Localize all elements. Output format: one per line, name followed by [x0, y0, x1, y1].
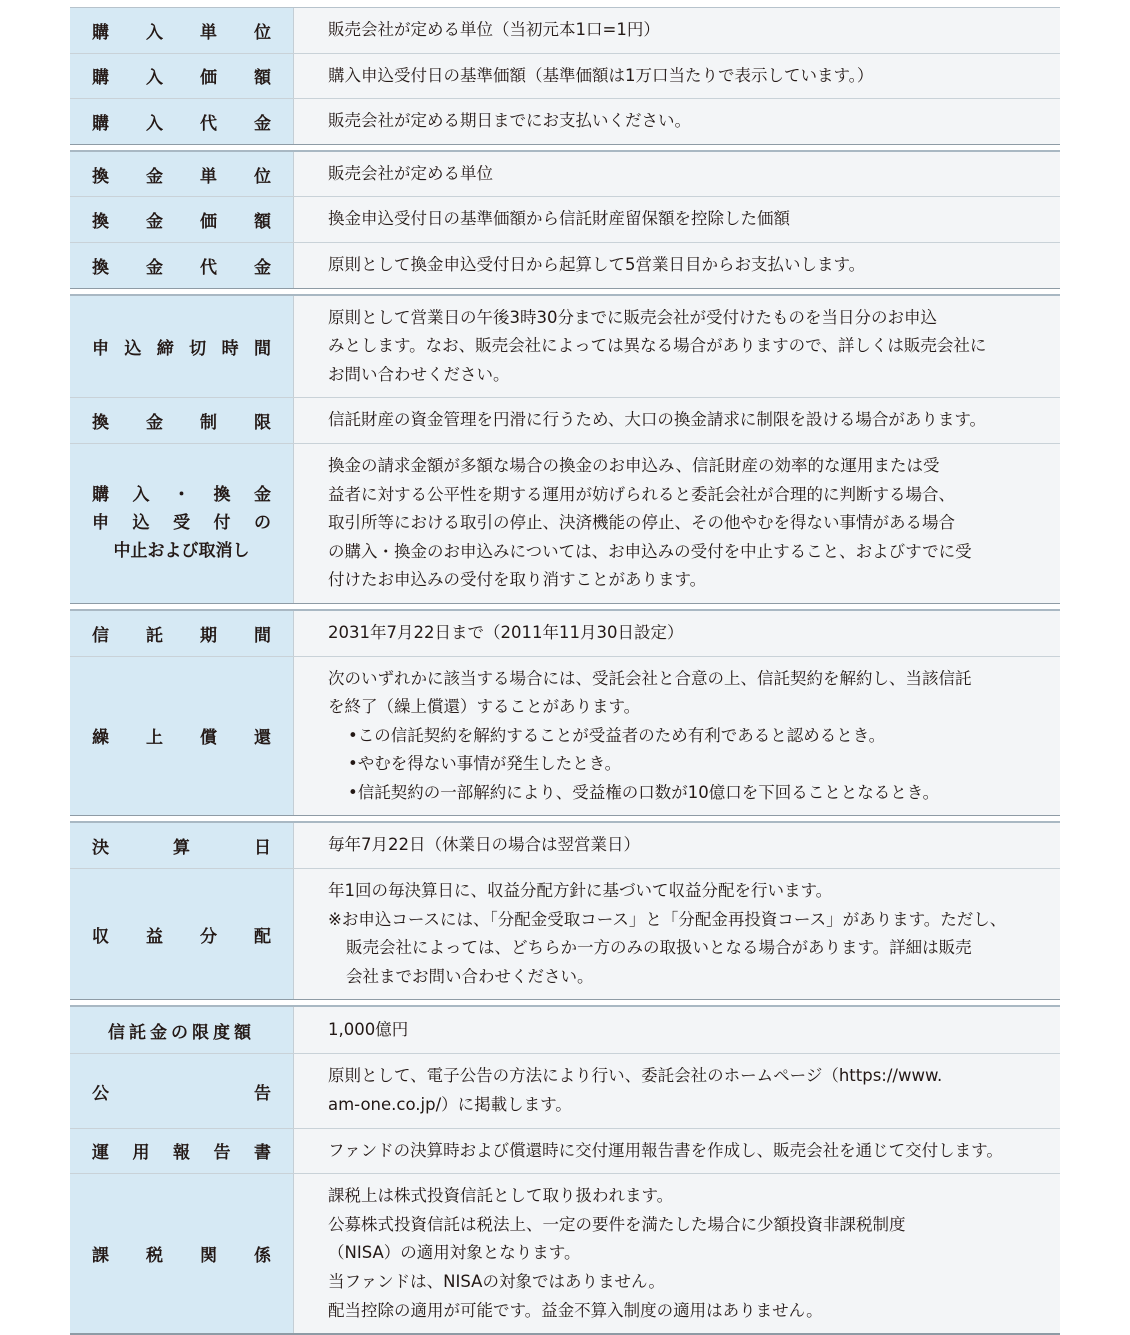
row-label: 収 益 分 配 [70, 869, 294, 999]
value-line: 益者に対する公平性を期する運用が妨げられると委託会社が合理的に判断する場合、 [328, 484, 955, 504]
value-line: 当ファンドは、NISAの対象ではありません。 [328, 1272, 665, 1291]
value-line: 取引所等における取引の停止、決済機能の停止、その他やむを得ない事情がある場合 [328, 513, 955, 533]
row-value [294, 657, 1060, 816]
row-value [294, 1174, 1060, 1333]
row-value [294, 1007, 1060, 1053]
table-group [70, 150, 1060, 289]
value-line: 毎年7月22日（休業日の場合は翌営業日） [328, 835, 640, 855]
value-line: 販売会社が定める単位（当初元本1口=1円） [328, 20, 660, 39]
row-label: 購 入 代 金 [70, 99, 294, 144]
row-value [294, 398, 1060, 443]
value-note-line: 会社までお問い合わせください。 [346, 966, 594, 986]
row-label: 換 金 制 限 [70, 398, 294, 443]
row-value [294, 99, 1060, 144]
row-value [294, 296, 1060, 398]
value-line: 2031年7月22日まで（2011年11月30日設定） [328, 622, 684, 642]
value-bullet: •この信託契約を解約することが受益者のため有利であると認めるとき。 [348, 725, 886, 745]
row-label: 換 金 代 金 [70, 243, 294, 288]
table-row-taxation [70, 1174, 1060, 1334]
row-label-text: 信託金の限度額 [108, 1022, 255, 1043]
table-group [70, 609, 1060, 817]
table-row-redemption-price [70, 197, 1060, 243]
value-bullet: •やむを得ない事情が発生したとき。 [348, 754, 622, 774]
table-row-trust-period [70, 611, 1060, 657]
row-label: 信 託 期 間 [70, 611, 294, 656]
value-line: 購入申込受付日の基準価額（基準価額は1万口当たりで表示しています。） [328, 65, 874, 85]
row-value [294, 823, 1060, 868]
value-line: 換金の請求金額が多額な場合の換金のお申込み、信託財産の効率的な運用または受 [328, 455, 940, 475]
table-row-purchase-unit [70, 8, 1060, 54]
row-label-line: 申 込 受 付 の [92, 513, 271, 534]
row-label-line: 購 入 ・ 換 金 [92, 485, 271, 506]
row-value [294, 444, 1060, 603]
value-line: 1,000億円 [328, 1020, 409, 1040]
value-line: 公募株式投資信託は税法上、一定の要件を満たした場合に少額投資非課税制度 [328, 1214, 906, 1234]
value-line: 原則として、電子公告の方法により行い、委託会社のホームページ（https://www. [328, 1066, 943, 1086]
table-group [70, 7, 1060, 145]
row-label: 運 用 報 告 書 [70, 1129, 294, 1174]
value-note-line: 販売会社によっては、どちらか一方のみの取扱いとなる場合があります。詳細は販売 [346, 938, 972, 958]
row-value [294, 152, 1060, 197]
row-label: 換 金 価 額 [70, 197, 294, 242]
row-label: 申 込 締 切 時 間 [70, 296, 294, 398]
row-value [294, 1054, 1060, 1127]
row-value [294, 243, 1060, 288]
value-line: お問い合わせください。 [328, 364, 510, 384]
value-line: 配当控除の適用が可能です。益金不算入制度の適用はありません。 [328, 1300, 823, 1320]
table-row-report [70, 1129, 1060, 1175]
table-row-purchase-price [70, 54, 1060, 100]
table-row-public-notice [70, 1054, 1060, 1128]
table-group [70, 821, 1060, 1000]
row-value [294, 197, 1060, 242]
table-row-order-cutoff [70, 296, 1060, 399]
value-line: am-one.co.jp/）に掲載します。 [328, 1095, 572, 1115]
value-line: 次のいずれかに該当する場合には、受託会社と合意の上、信託契約を解約し、当該信託 [328, 668, 972, 688]
table-row-trust-limit [70, 1007, 1060, 1054]
table-row-purchase-payment [70, 99, 1060, 145]
value-line: の購入・換金のお申込みについては、お申込みの受付を中止すること、およびすでに受 [328, 541, 972, 561]
value-line: 販売会社が定める単位 [328, 163, 493, 183]
row-label: 購 入 価 額 [70, 54, 294, 99]
value-line: 原則として営業日の午後3時30分までに販売会社が受付けたものを当日分のお申込 [328, 307, 937, 327]
row-label: 決 算 日 [70, 823, 294, 868]
row-value [294, 54, 1060, 99]
row-label: 購 入 単 位 [70, 8, 294, 53]
row-value [294, 8, 1060, 53]
row-label-line: 中止および取消し [113, 541, 250, 562]
table-row-redemption-unit [70, 152, 1060, 198]
row-label: 換 金 単 位 [70, 152, 294, 197]
value-line: 課税上は株式投資信託として取り扱われます。 [328, 1186, 674, 1206]
table-group [70, 294, 1060, 604]
value-line: 原則として換金申込受付日から起算して5営業日目からお支払いします。 [328, 254, 866, 274]
row-label: 公 告 [70, 1054, 294, 1127]
value-line: 信託財産の資金管理を円滑に行うため、大口の換金請求に制限を設ける場合があります。 [328, 410, 987, 430]
table-row-early-redemption [70, 657, 1060, 817]
row-label: 課 税 関 係 [70, 1174, 294, 1333]
fund-terms-table [70, 7, 1060, 1335]
row-label: 繰 上 償 還 [70, 657, 294, 816]
row-label-lines [92, 481, 271, 565]
table-row-redemption-payment [70, 243, 1060, 289]
value-bullet: •信託契約の一部解約により、受益権の口数が10億口を下回ることとなるとき。 [348, 782, 940, 802]
row-value [294, 611, 1060, 656]
value-line: 換金申込受付日の基準価額から信託財産留保額を控除した価額 [328, 209, 790, 229]
value-line: ファンドの決算時および償還時に交付運用報告書を作成し、販売会社を通じて交付します。 [328, 1140, 1003, 1160]
table-group [70, 1005, 1060, 1335]
value-line: を終了（繰上償還）することがあります。 [328, 697, 641, 717]
value-line: 付けたお申込みの受付を取り消すことがあります。 [328, 570, 707, 590]
table-row-distribution [70, 869, 1060, 1000]
value-line: 販売会社が定める期日までにお支払いください。 [328, 111, 691, 131]
value-line: 年1回の毎決算日に、収益分配方針に基づいて収益分配を行います。 [328, 881, 833, 901]
value-line: みとします。なお、販売会社によっては異なる場合がありますので、詳しくは販売会社に [328, 336, 987, 356]
row-value [294, 869, 1060, 999]
table-row-settlement-date [70, 823, 1060, 869]
row-label [70, 1007, 294, 1053]
table-row-suspension [70, 444, 1060, 604]
value-line: （NISA）の適用対象となります。 [328, 1243, 581, 1263]
table-row-redemption-limit [70, 398, 1060, 444]
row-label [70, 444, 294, 603]
value-line: ※お申込コースには、「分配金受取コース」と「分配金再投資コース」があります。ただし、 [328, 909, 1007, 929]
row-value [294, 1129, 1060, 1174]
